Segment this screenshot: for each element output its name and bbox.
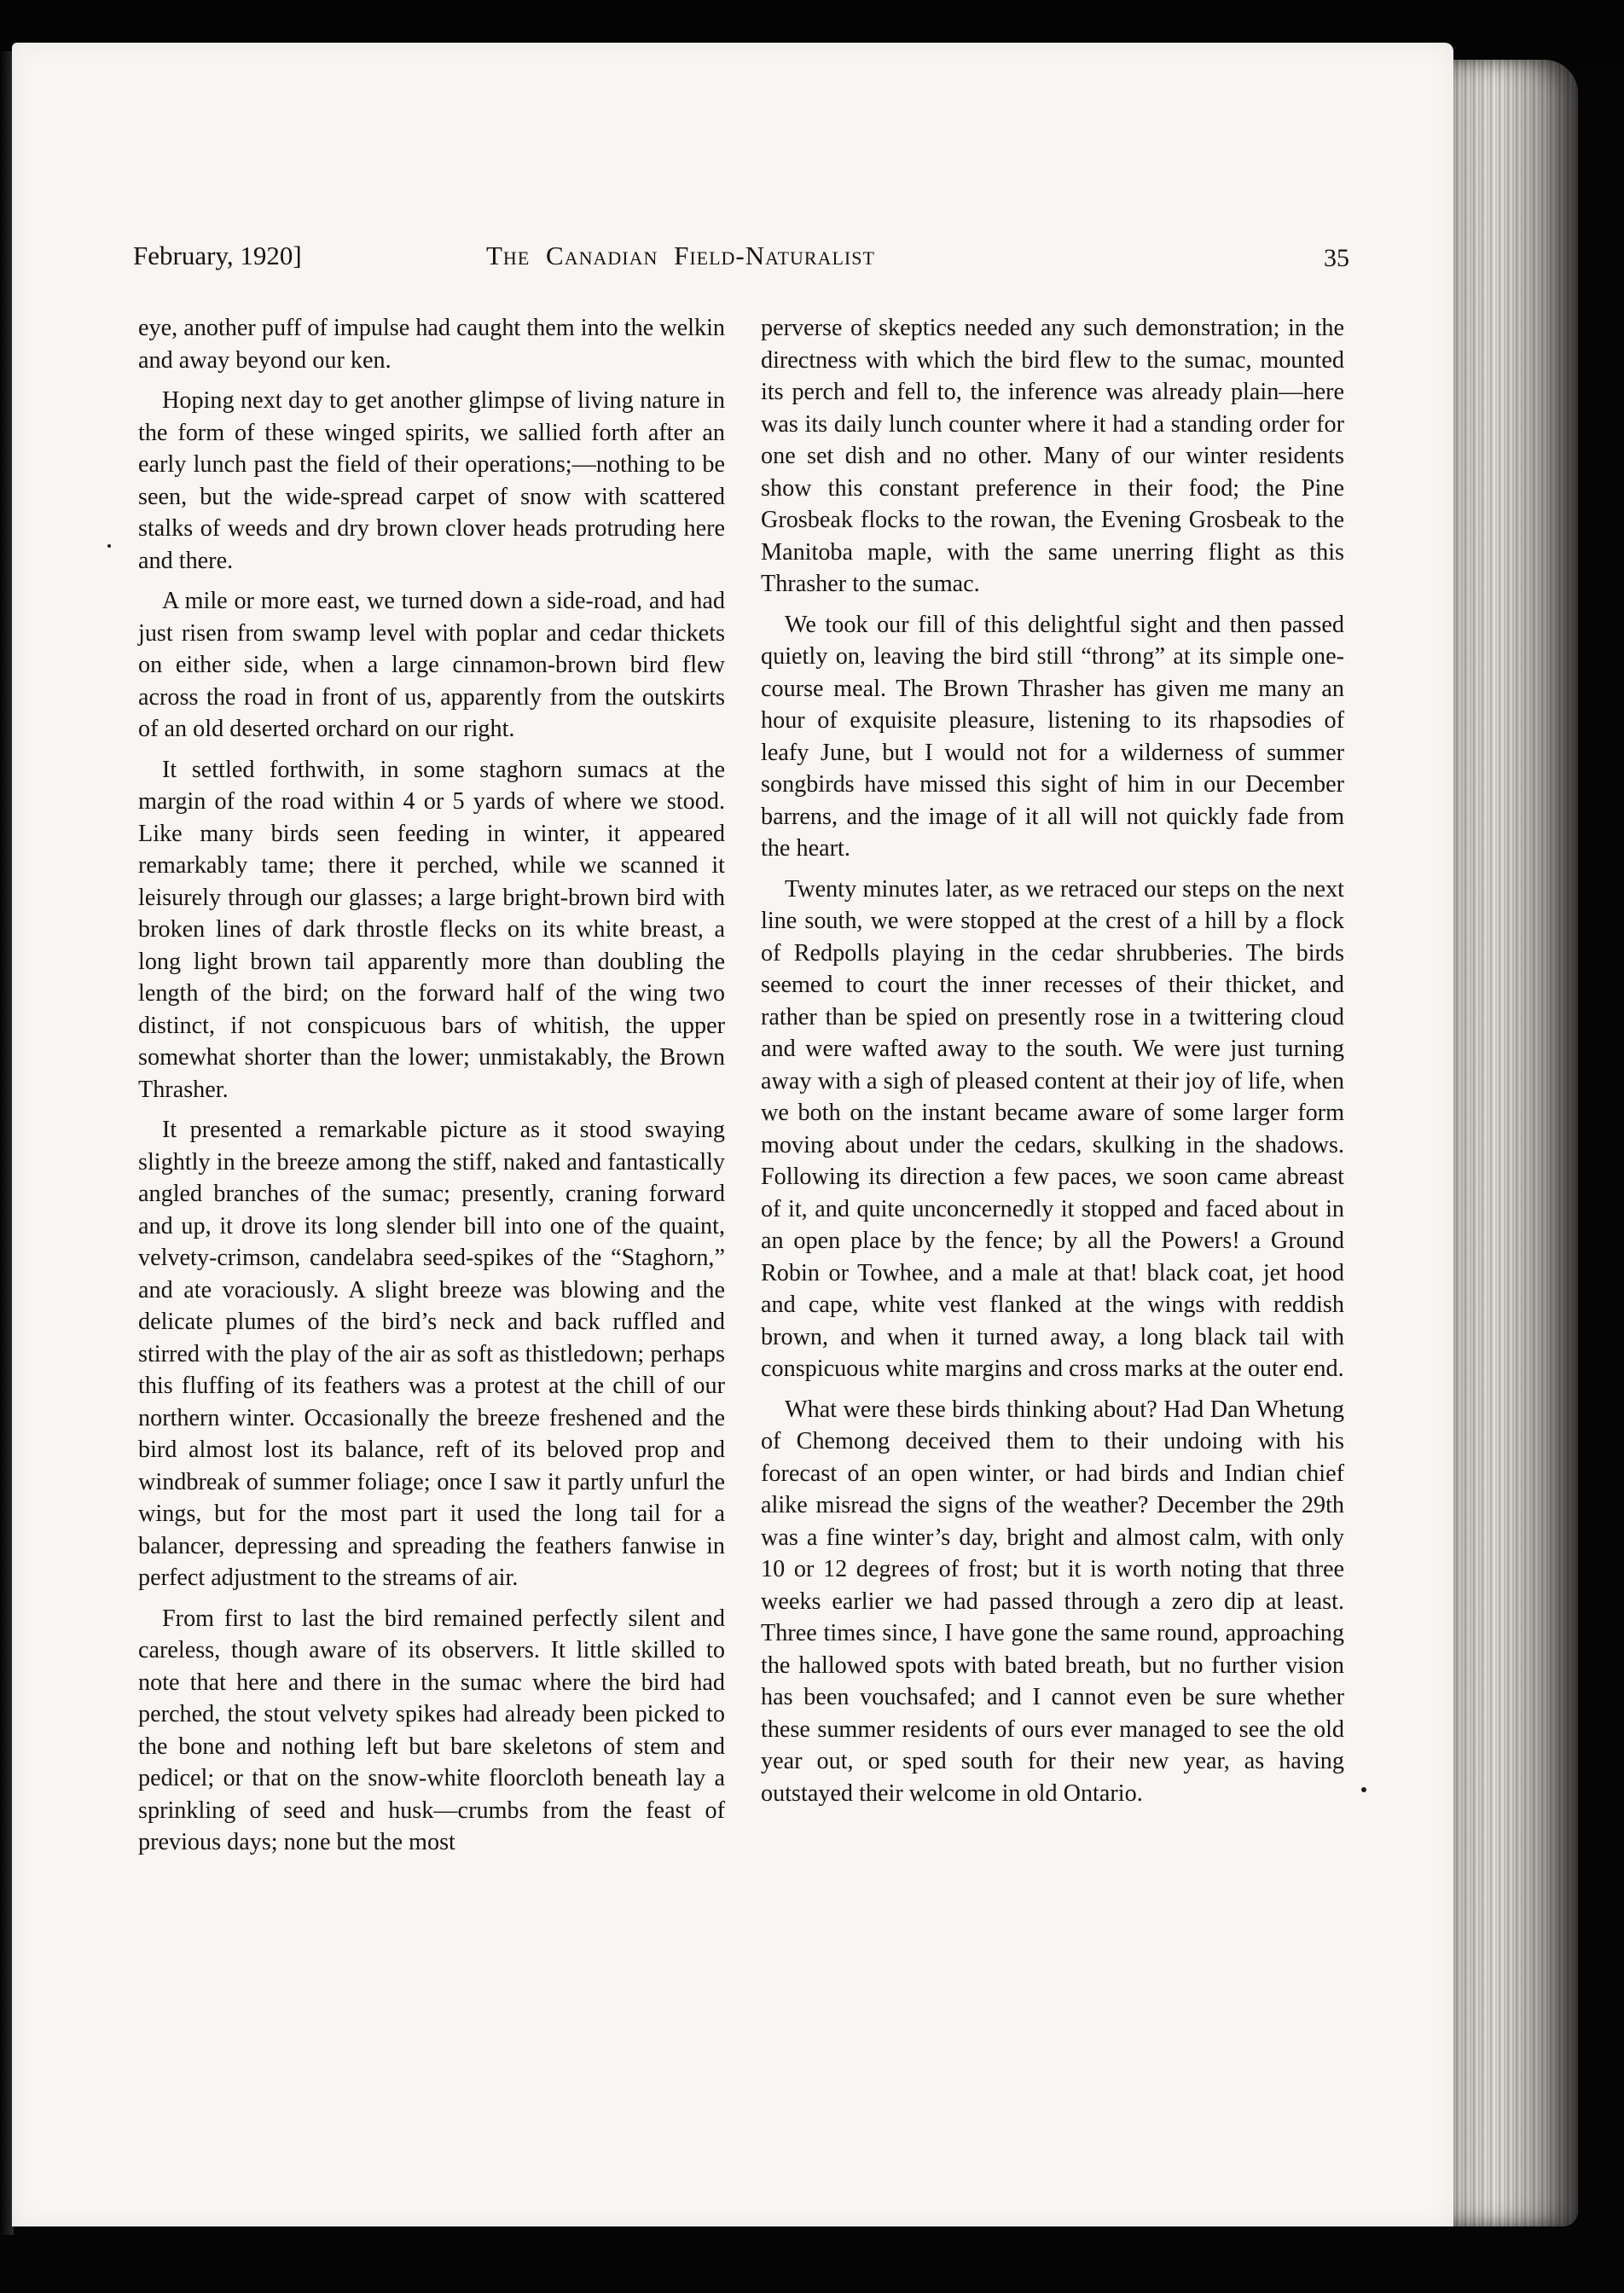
page-number: 35 xyxy=(1324,244,1349,272)
paper-speck xyxy=(107,544,111,548)
paragraph: A mile or more east, we turned down a side-road, and had just risen from swamp level with poplar and cedar thickets on either side, when a large cinnamon-brown bird flew across the road in front of us, apparently from the outskirts of an old deserted orchard on our right. xyxy=(138,588,725,742)
paragraph: Hoping next day to get another glimpse of living nature in the form of these winged spirits, we sallied forth after an early lunch past the field of their operations;—nothing to be seen, but the wide-spread carpet of snow with scattered stalks of weeds and dry brown clover heads protruding here and there. xyxy=(138,387,725,574)
paper-speck xyxy=(1361,1787,1366,1792)
journal-title: The Canadian Field-Naturalist xyxy=(486,241,875,270)
paragraph: We took our fill of this delightful sight and then passed quietly on, leaving the bird still “throng” at its simple one-course meal. The Brown Thrasher has given me many an hour of exquisite pleasure, listening to its rhapsodies of leafy June, but I would not for a wilderness of summer songbirds have missed this sight of him in our December barrens, and the image of it all will not quickly fade from the heart. xyxy=(761,611,1344,862)
paragraph: Twenty minutes later, as we retraced our steps on the next line south, we were stopped at the crest of a hill by a flock of Redpolls playing in the cedar shrubberies. The birds seemed to court the inner recesses of their thicket, and rather than be spied on presently rose in a twittering cloud and were wafted away to the south. We were just turning away with a sigh of pleased content at their joy of life, when we both on the instant became aware of some larger form moving about under the cedars, skulking in the shadows. Following its direction a few paces, we soon came abreast of it, and quite unconcernedly it stopped and faced about in an open place by the fence; by all the Powers! a Ground Robin or Towhee, and a male at that! black coat, jet hood and cape, white vest flanked at the wings with reddish brown, and when it turned away, a long black tail with conspicuous white margins and cross marks at the outer end. xyxy=(761,875,1344,1382)
journal-page xyxy=(12,43,1453,2226)
paragraph: From first to last the bird remained perfectly silent and careless, though aware of its observers. It little skilled to note that here and there in the sumac where the bird had perched, the stout velvety spikes had already been picked to the bone and nothing left but bare skeletons of stem and pedicel; or that on the snow-white floorcloth beneath lay a sprinkling of seed and husk—crumbs from the feast of previous days; none but the most xyxy=(138,1605,725,1855)
right-column xyxy=(761,312,1344,1818)
running-head xyxy=(12,241,1453,292)
paragraph: What were these birds thinking about? Had Dan Whetung of Chemong deceived them to their undoing with his forecast of an open winter, or had birds and Indian chief alike misread the signs of the weather? December the 29th was a fine winter’s day, bright and almost calm, with only 10 or 12 degrees of frost; but it is worth noting that three weeks earlier we had passed through a zero dip at least. Three times since, I have gone the same round, approaching the hallowed spots with bated breath, but no further vision has been vouchsafed; and I cannot even be sure whether these summer residents of ours ever managed to see the old year out, or sped south for their new year, as having outstayed their welcome in old Ontario. xyxy=(761,1396,1344,1807)
paragraph: perverse of skeptics needed any such demonstration; in the directness with which the bird flew to the sumac, mounted its perch and fell to, the inference was already plain—here was its daily lunch counter where it had a standing order for one set dish and no other. Many of our winter residents show this constant preference in their food; the Pine Grosbeak flocks to the rowan, the Evening Grosbeak to the Manitoba maple, with the same unerring flight as this Thrasher to the sumac. xyxy=(761,315,1344,597)
paragraph: It settled forthwith, in some staghorn sumacs at the margin of the road within 4 or 5 yards of where we stood. Like many birds seen feeding in winter, it appeared remarkably tame; there it perched, while we scanned it leisurely through our glasses; a large bright-brown bird with broken lines of dark throstle flecks on its white breast, a long light brown tail apparently more than doubling the length of the bird; on the forward half of the wing two distinct, if not conspicuous bars of whitish, the upper somewhat shorter than the lower; unmistakably, the Brown Thrasher. xyxy=(138,756,725,1103)
paragraph: eye, another puff of impulse had caught them into the welkin and away beyond our ken. xyxy=(138,315,725,374)
issue-date: February, 1920] xyxy=(133,241,302,270)
paragraph: It presented a remarkable picture as it stood swaying slightly in the breeze among the stiff, naked and fantastically angled branches of the sumac; presently, craning forward and up, it drove its long slender bill into one of the quaint, velvety-crimson, candelabra seed-spikes of the “Staghorn,” and ate voraciously. A slight breeze was blowing and the delicate plumes of the bird’s neck and back ruffled and stirred with the play of the air as soft as thistledown; perhaps this fluffing of its feathers was a protest at the chill of our northern winter. Occasionally the breeze freshened and the bird almost lost its balance, reft of its beloved prop and windbreak of summer foliage; once I saw it partly unfurl the wings, but for the most part it used the long tail for a balancer, depressing and spreading the feathers fanwise in perfect adjustment to the streams of air. xyxy=(138,1117,725,1591)
book-page-edges-shade xyxy=(1441,60,1578,2226)
left-column xyxy=(138,312,725,1867)
